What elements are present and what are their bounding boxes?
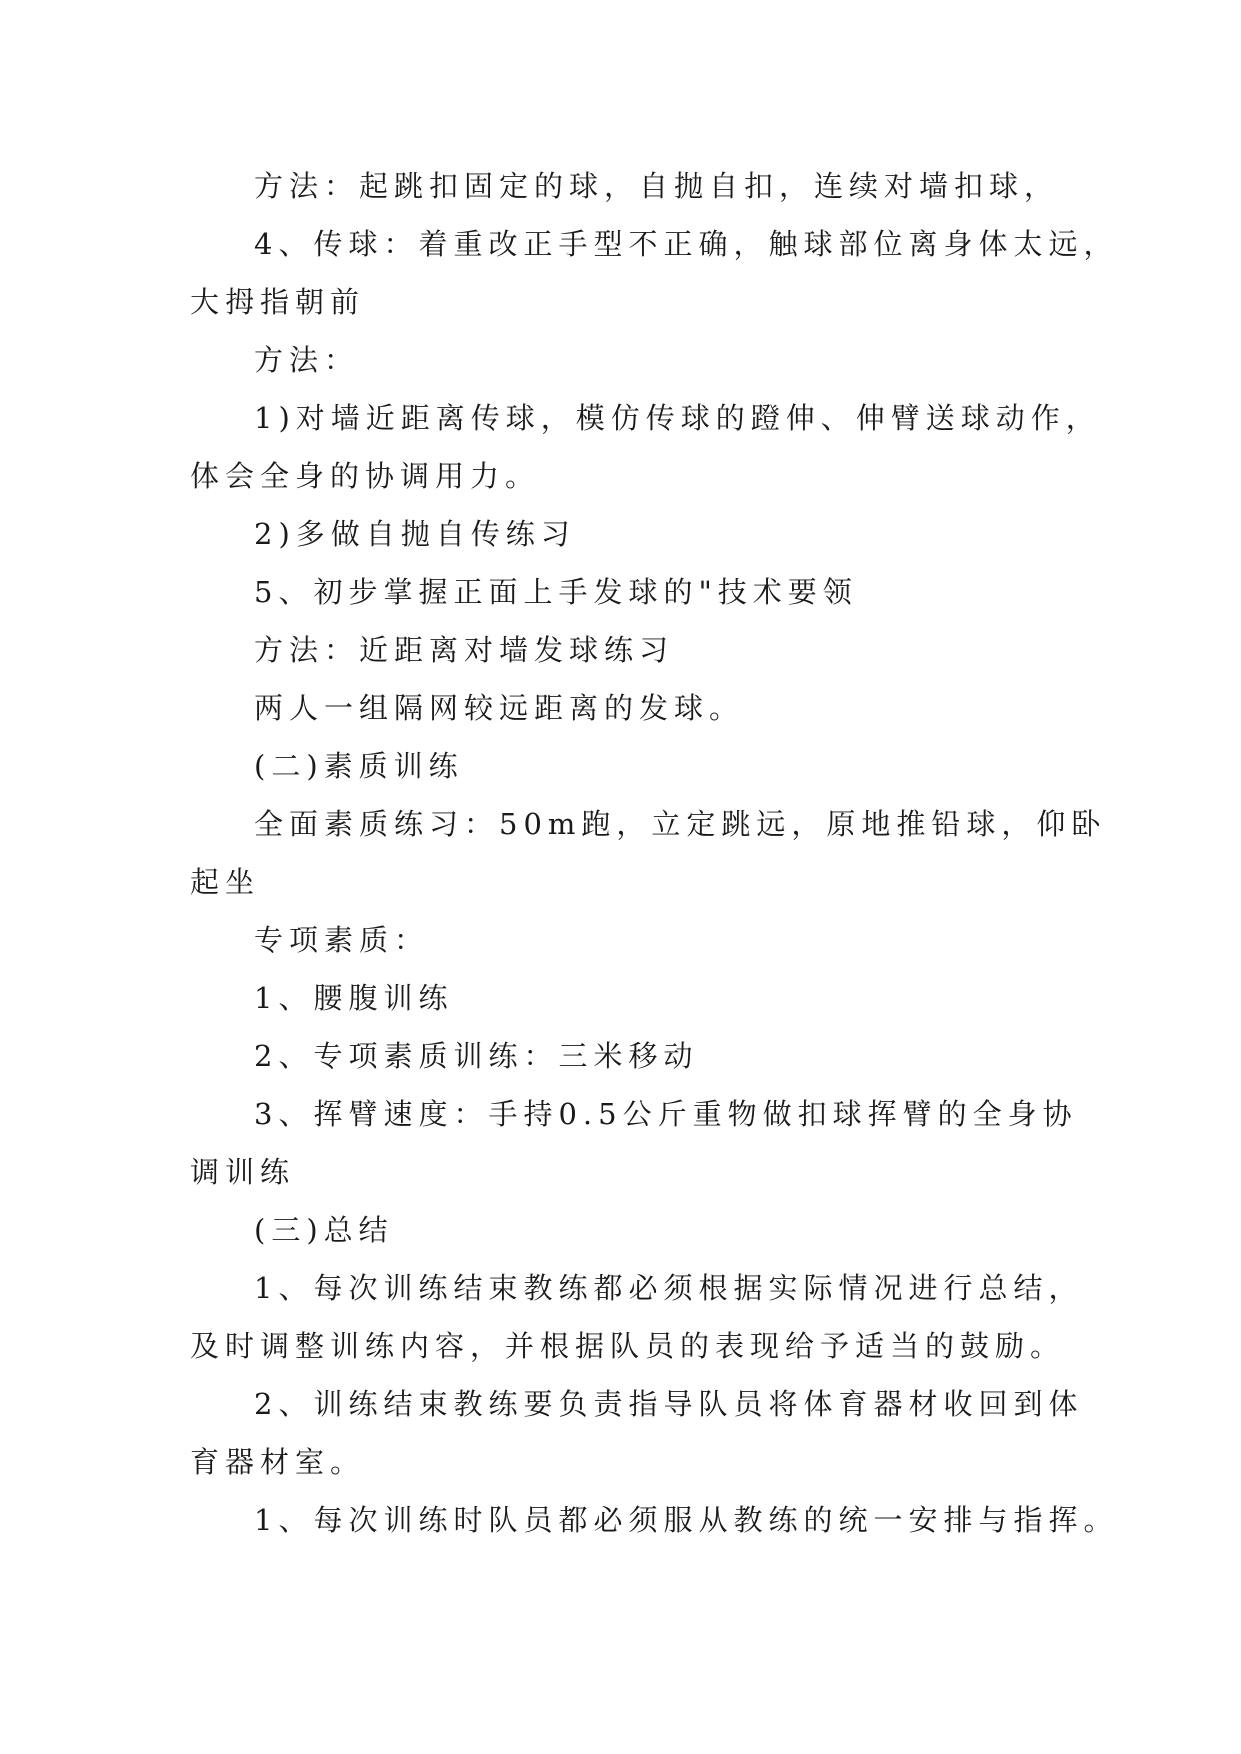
text-line: 育器材室。 <box>190 1445 366 1479</box>
text-line: 2、专项素质训练：三米移动 <box>254 1039 699 1073</box>
text-line: 4、传球：着重改正手型不正确，触球部位离身体太远， <box>254 227 1119 261</box>
text-line: 方法：起跳扣固定的球，自抛自扣，连续对墙扣球， <box>254 169 1060 203</box>
text-line: 两人一组隔网较远距离的发球。 <box>254 691 745 725</box>
text-line: (二)素质训练 <box>254 749 464 783</box>
text-line: 及时调整训练内容，并根据队员的表现给予适当的鼓励。 <box>190 1329 1066 1363</box>
text-line: 体会全身的协调用力。 <box>190 459 541 493</box>
text-line: 起坐 <box>190 865 261 899</box>
text-line: 2、训练结束教练要负责指导队员将体育器材收回到体 <box>254 1387 1084 1421</box>
text-line: 调训练 <box>190 1155 296 1189</box>
text-line: 专项素质： <box>254 923 430 957</box>
text-line: 5、初步掌握正面上手发球的"技术要领 <box>254 575 858 609</box>
text-line: 大拇指朝前 <box>190 285 366 319</box>
text-line: 3、挥臂速度：手持0.5公斤重物做扣球挥臂的全身协 <box>254 1097 1078 1131</box>
text-line: 1)对墙近距离传球，模仿传球的蹬伸、伸臂送球动作， <box>254 401 1101 435</box>
text-line: 1、每次训练时队员都必须服从教练的统一安排与指挥。 <box>254 1503 1119 1537</box>
text-line: 2)多做自抛自传练习 <box>254 517 576 551</box>
text-line: 1、腰腹训练 <box>254 981 454 1015</box>
text-line: 方法： <box>254 343 360 377</box>
text-line: (三)总结 <box>254 1213 394 1247</box>
text-line: 全面素质练习：50m跑，立定跳远，原地推铅球，仰卧 <box>254 807 1107 841</box>
text-line: 1、每次训练结束教练都必须根据实际情况进行总结， <box>254 1271 1084 1305</box>
document-body <box>190 157 1119 1549</box>
text-line: 方法：近距离对墙发球练习 <box>254 633 675 667</box>
